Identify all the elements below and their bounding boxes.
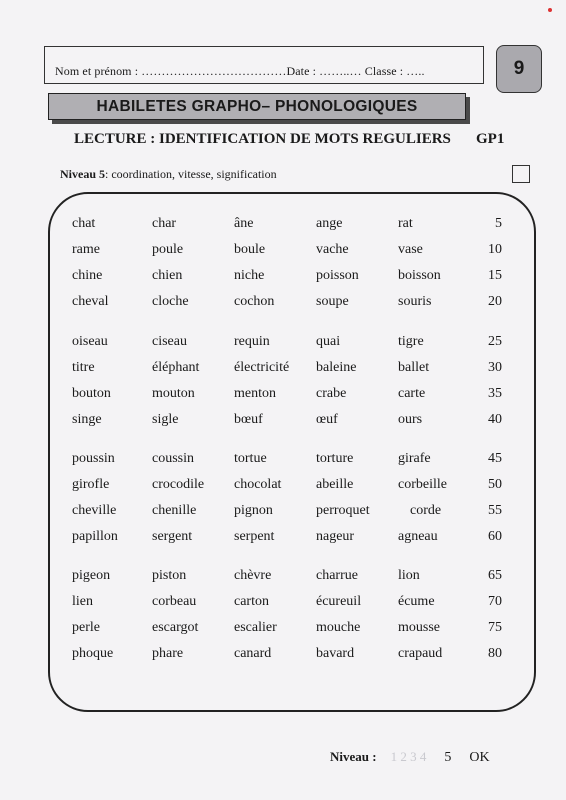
row-count: 35 — [488, 386, 502, 401]
word-cell: pigeon — [72, 568, 111, 583]
word-cell: char — [152, 216, 177, 231]
row-count: 25 — [488, 334, 502, 349]
word-cell: cochon — [234, 294, 275, 309]
word-cell: rame — [72, 242, 100, 257]
word-cell: crocodile — [152, 477, 205, 492]
word-cell: écume — [398, 594, 435, 609]
word-cell: rat — [398, 216, 413, 231]
row-count: 45 — [488, 451, 502, 466]
footer-levels — [330, 748, 490, 766]
row-count: 40 — [488, 412, 502, 427]
word-cell: crabe — [316, 386, 347, 401]
identity-box — [44, 46, 484, 84]
word-cell: cloche — [152, 294, 189, 309]
word-cell: chien — [152, 268, 183, 283]
word-cell: chine — [72, 268, 103, 283]
footer-current-level: 5 — [444, 750, 452, 765]
level-checkbox[interactable] — [512, 165, 530, 183]
word-cell: charrue — [316, 568, 358, 583]
word-cell: pignon — [234, 503, 273, 518]
word-cell: titre — [72, 360, 95, 375]
level-rest: : coordination, vitesse, signification — [105, 167, 277, 181]
row-count: 20 — [488, 294, 502, 309]
word-cell: souris — [398, 294, 432, 309]
word-cell: sigle — [152, 412, 179, 427]
section-banner: HABILETES GRAPHO– PHONOLOGIQUES — [48, 93, 466, 120]
word-cell: escalier — [234, 620, 277, 635]
word-cell: baleine — [316, 360, 357, 375]
word-cell: girofle — [72, 477, 110, 492]
level-description — [60, 167, 277, 182]
group-label: GP1 — [476, 131, 505, 147]
row-count: 15 — [488, 268, 502, 283]
word-cell: carton — [234, 594, 269, 609]
word-cell: serpent — [234, 529, 275, 544]
level-bold: Niveau 5 — [60, 167, 105, 181]
footer-faded-levels: 1 2 3 4 — [390, 749, 427, 764]
identity-line: Nom et prénom : ………………………………Date : ……..… Classe : ….. — [55, 64, 425, 78]
word-cell: corbeille — [398, 477, 447, 492]
row-count: 75 — [488, 620, 502, 635]
word-cell: ciseau — [152, 334, 187, 349]
footer-label: Niveau : — [330, 749, 377, 764]
word-cell: carte — [398, 386, 426, 401]
word-cell: chenille — [152, 503, 197, 518]
word-cell: ours — [398, 412, 423, 427]
word-cell: bouton — [72, 386, 111, 401]
word-cell: soupe — [316, 294, 349, 309]
row-count: 55 — [488, 503, 502, 518]
row-count: 70 — [488, 594, 502, 609]
word-cell: ballet — [398, 360, 430, 375]
word-cell: corde — [410, 503, 442, 518]
word-cell: quai — [316, 334, 341, 349]
word-cell: girafe — [398, 451, 431, 466]
word-cell: cheville — [72, 503, 117, 518]
word-cell: chèvre — [234, 568, 272, 583]
word-cell: boule — [234, 242, 266, 257]
row-count: 5 — [495, 216, 502, 231]
word-cell: oiseau — [72, 334, 108, 349]
word-cell: boisson — [398, 268, 441, 283]
word-cell: coussin — [152, 451, 194, 466]
word-cell: escargot — [152, 620, 199, 635]
word-cell: tortue — [234, 451, 267, 466]
word-cell: nageur — [316, 529, 355, 544]
corner-mark — [548, 8, 552, 12]
word-cell: singe — [72, 412, 102, 427]
word-cell: niche — [234, 268, 265, 283]
word-cell: menton — [234, 386, 276, 401]
word-cell: mouche — [316, 620, 361, 635]
word-cell: phoque — [72, 646, 114, 661]
word-cell: vase — [398, 242, 423, 257]
word-cell: agneau — [398, 529, 438, 544]
word-cell: poisson — [316, 268, 359, 283]
word-cell: vache — [316, 242, 349, 257]
word-cell: écureuil — [316, 594, 362, 609]
exercise-title: LECTURE : IDENTIFICATION DE MOTS REGULIERS — [74, 131, 451, 147]
word-cell: abeille — [316, 477, 354, 492]
word-cell: lien — [72, 594, 93, 609]
row-count: 10 — [488, 242, 502, 257]
word-cell: œuf — [316, 412, 338, 427]
footer-ok: OK — [469, 750, 490, 765]
word-cell: poussin — [72, 451, 115, 466]
row-count: 80 — [488, 646, 502, 661]
word-cell: cheval — [72, 294, 109, 309]
word-cell: phare — [152, 646, 184, 661]
word-cell: torture — [316, 451, 354, 466]
word-cell: perroquet — [316, 503, 370, 518]
word-cell: corbeau — [152, 594, 197, 609]
word-cell: mousse — [398, 620, 440, 635]
word-cell: bœuf — [234, 412, 263, 427]
page-number-badge: 9 — [496, 45, 542, 93]
word-cell: canard — [234, 646, 272, 661]
word-cell: sergent — [152, 529, 193, 544]
word-cell: tigre — [398, 334, 424, 349]
row-count: 30 — [488, 360, 502, 375]
word-cell: piston — [152, 568, 187, 583]
word-cell: perle — [72, 620, 100, 635]
word-cell: papillon — [72, 529, 118, 544]
word-list-frame — [48, 192, 536, 712]
word-cell: requin — [234, 334, 270, 349]
word-cell: éléphant — [152, 360, 200, 375]
word-cell: poule — [152, 242, 184, 257]
row-count: 50 — [488, 477, 502, 492]
row-count: 60 — [488, 529, 502, 544]
word-cell: chocolat — [234, 477, 282, 492]
word-cell: chat — [72, 216, 96, 231]
word-cell: mouton — [152, 386, 195, 401]
word-cell: électricité — [234, 360, 290, 375]
word-cell: crapaud — [398, 646, 443, 661]
word-cell: lion — [398, 568, 420, 583]
word-cell: bavard — [316, 646, 355, 661]
word-cell: ange — [316, 216, 343, 231]
row-count: 65 — [488, 568, 502, 583]
word-cell: âne — [234, 216, 254, 231]
